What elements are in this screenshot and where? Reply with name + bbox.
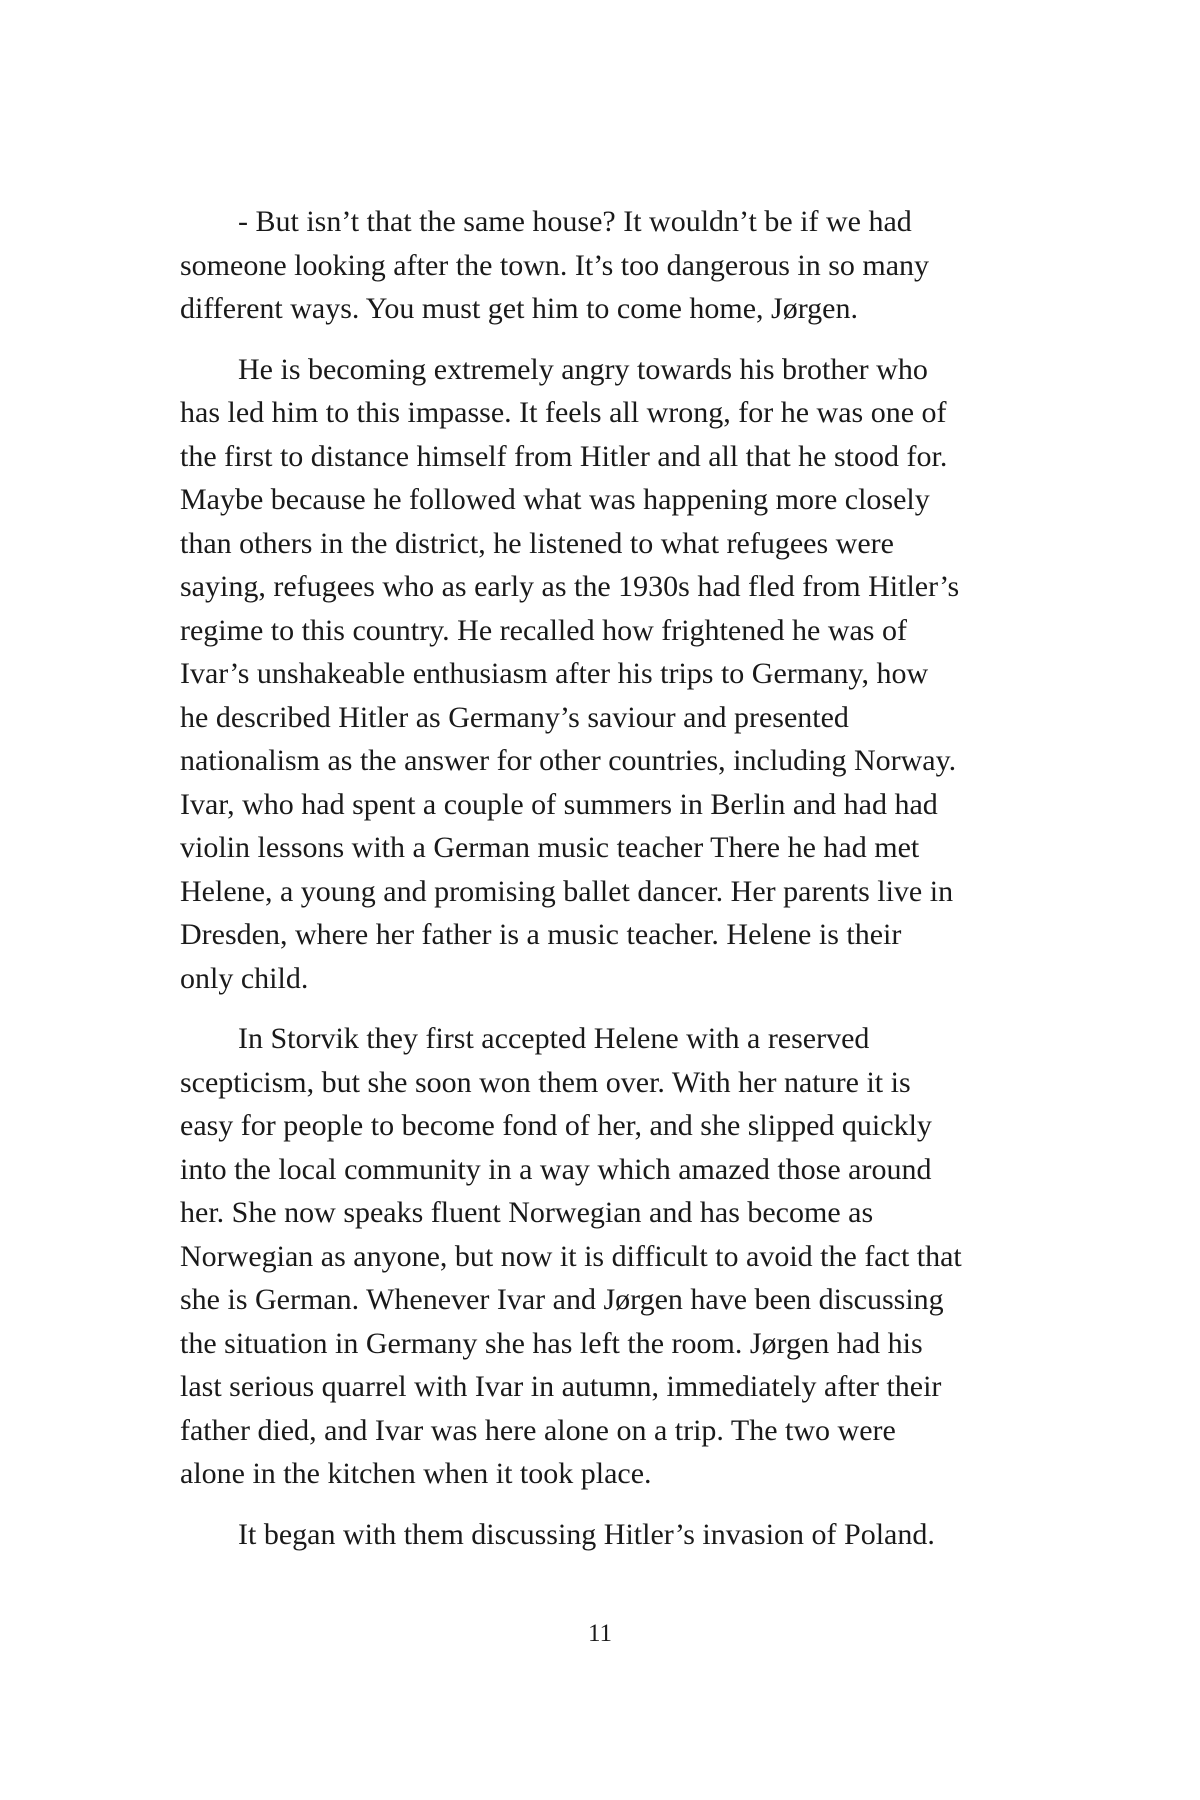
body-text xyxy=(180,200,1060,1573)
paragraph-4: It began with them discussing Hitler’s invasion of Poland. xyxy=(238,1517,935,1551)
page-number: 11 xyxy=(587,1620,613,1647)
paragraph-3: In Storvik they first accepted Helene with a reserved scepticism, but she soon won them over. With her nature it is easy for people to become fond of her, and she slipped quickly into the local community in a way which amazed those around her. She now speaks fluent Norwegian and has become as Norwegian as anyone, but now it is difficult to avoid the fact that she is German. Whenever Ivar and Jørgen have been discussing the situation in Germany she has left the room. Jørgen had his last serious quarrel with Ivar in autumn, immediately after their father died, and Ivar was here alone on a trip. The two were alone in the kitchen when it took place. xyxy=(180,1022,962,1490)
paragraph-1: - But isn’t that the same house? It wouldn’t be if we had someone looking after the town. It’s too dangerous in so many different ways. You must get him to come home, Jørgen. xyxy=(180,205,930,325)
paragraph-2: He is becoming extremely angry towards his brother who has led him to this impasse. It feels all wrong, for he was one of the first to distance himself from Hitler and all that he stood for. Maybe because he followed what was happening more closely than others in the district, he listened to what refugees were saying, refugees who as early as the 1930s had fled from Hitler’s regime to this country. He recalled how frightened he was of Ivar’s unshakeable enthusiasm after his trips to Germany, how he described Hitler as Germany’s saviour and presented nationalism as the answer for other countries, including Norway. Ivar, who had spent a couple of summers in Berlin and had had violin lessons with a German music teacher There he had met Helene, a young and promising ballet dancer. Her parents live in Dresden, where her father is a music teacher. Helene is their only child. xyxy=(180,352,960,995)
